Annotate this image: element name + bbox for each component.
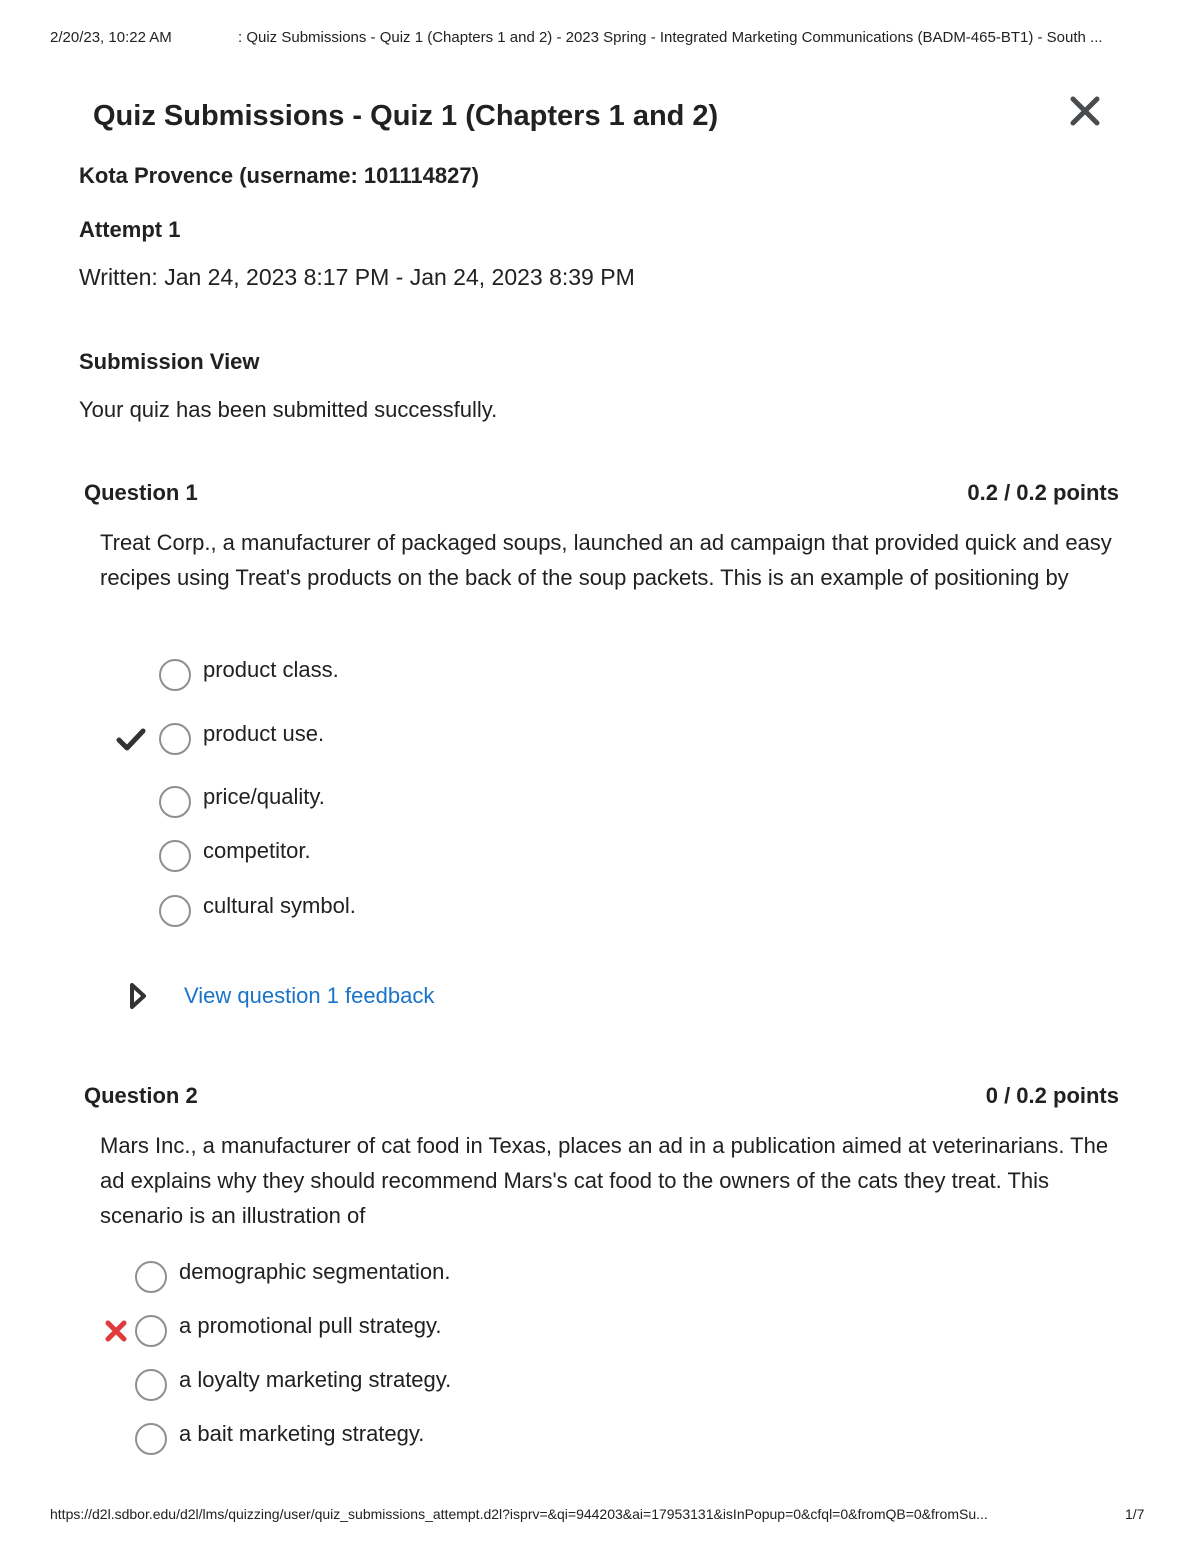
question-1-points: 0.2 / 0.2 points: [967, 480, 1119, 505]
radio-button[interactable]: [159, 723, 191, 755]
submission-message: Your quiz has been submitted successfully.: [79, 397, 498, 422]
option-label: demographic segmentation.: [179, 1259, 451, 1284]
radio-button[interactable]: [159, 895, 191, 927]
close-icon: [1066, 92, 1104, 130]
username-label: (username:: [239, 163, 358, 188]
option-label: price/quality.: [203, 784, 325, 809]
print-page-number: 1/7: [1125, 1506, 1145, 1522]
option-label: cultural symbol.: [203, 893, 356, 918]
submission-view-heading: Submission View: [79, 349, 260, 374]
option-label: competitor.: [203, 838, 311, 863]
student-info: [79, 163, 479, 189]
feedback-link-label[interactable]: View question 1 feedback: [184, 983, 435, 1008]
question-1-option-2[interactable]: [159, 719, 324, 759]
option-label: a loyalty marketing strategy.: [179, 1367, 452, 1392]
username-value: 101114827): [363, 163, 479, 188]
question-2-text: Mars Inc., a manufacturer of cat food in Texas, places an ad in a publication aimed at veterinarians. The ad explains why they should recommend Mars's cat food to the owners of the cats they treat. This scenario is an illustration of: [100, 1133, 1109, 1228]
student-name: Kota Provence: [79, 163, 234, 188]
print-url: https://d2l.sdbor.edu/d2l/lms/quizzing/user/quiz_submissions_attempt.d2l?isprv=&qi=944203&ai=17953131&isInPopup=0&cfql=0&fromQB=0&fromSu...: [50, 1506, 988, 1522]
question-1-label: Question 1: [84, 480, 198, 505]
checkmark-icon: [116, 727, 146, 753]
expand-arrow-icon: [128, 982, 148, 1010]
radio-button[interactable]: [135, 1315, 167, 1347]
option-label: product use.: [203, 721, 325, 746]
close-button[interactable]: [1066, 92, 1104, 130]
question-2-option-3[interactable]: [135, 1365, 451, 1405]
radio-button[interactable]: [159, 659, 191, 691]
option-label: a bait marketing strategy.: [179, 1421, 425, 1446]
question-2-label: Question 2: [84, 1083, 198, 1108]
question-1-option-1[interactable]: [159, 655, 339, 695]
question-1-option-4[interactable]: [159, 836, 311, 876]
attempt-label: Attempt 1: [79, 217, 181, 242]
radio-button[interactable]: [135, 1369, 167, 1401]
question-1-option-5[interactable]: [159, 891, 356, 931]
view-feedback-link[interactable]: [128, 982, 434, 1010]
radio-button[interactable]: [159, 840, 191, 872]
question-2-option-1[interactable]: [135, 1257, 451, 1297]
option-label: a promotional pull strategy.: [179, 1313, 442, 1338]
question-1-option-3[interactable]: [159, 782, 325, 822]
option-label: product class.: [203, 657, 339, 682]
print-page-title: : Quiz Submissions - Quiz 1 (Chapters 1 and 2) - 2023 Spring - Integrated Marketing Communications (BADM-465-BT1) - South ...: [238, 29, 1103, 46]
incorrect-x-icon: [104, 1319, 128, 1343]
attempt-written-time: Written: Jan 24, 2023 8:17 PM - Jan 24, 2023 8:39 PM: [79, 264, 635, 290]
radio-button[interactable]: [135, 1261, 167, 1293]
question-2-points: 0 / 0.2 points: [985, 1083, 1119, 1108]
question-2-option-2[interactable]: [135, 1311, 442, 1351]
question-2-option-4[interactable]: [135, 1419, 424, 1459]
print-datetime: 2/20/23, 10:22 AM: [50, 29, 172, 46]
page-title: Quiz Submissions - Quiz 1 (Chapters 1 and 2): [93, 100, 719, 132]
radio-button[interactable]: [159, 786, 191, 818]
question-1-text: Treat Corp., a manufacturer of packaged soups, launched an ad campaign that provided quick and easy recipes using Treat's products on the back of the soup packets. This is an example of positioning by: [100, 530, 1112, 590]
radio-button[interactable]: [135, 1423, 167, 1455]
